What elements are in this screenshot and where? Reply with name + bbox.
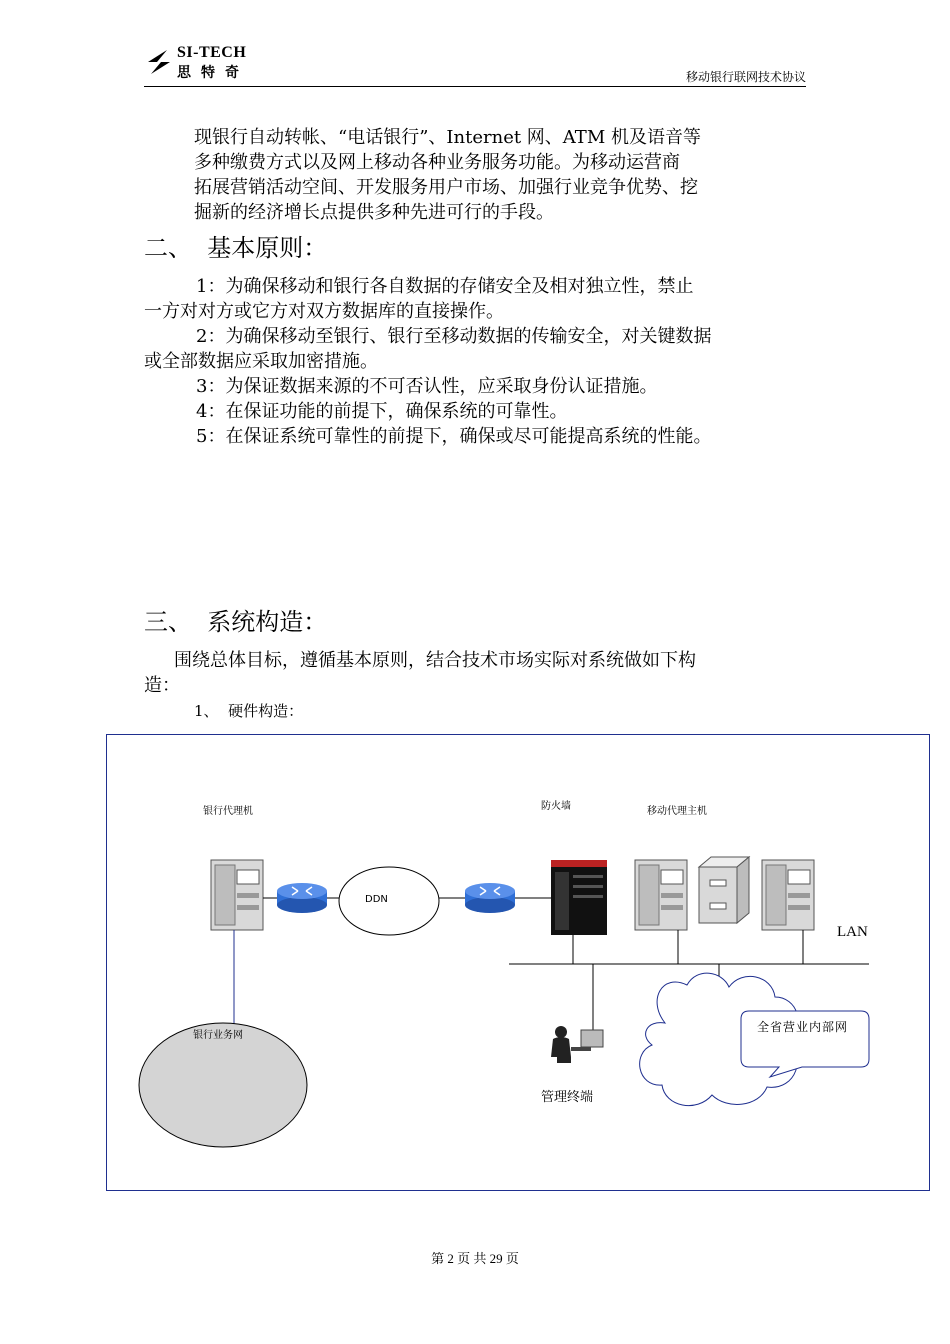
file-cabinet-icon [699,857,749,923]
principle-line: 4：在保证功能的前提下，确保系统的可靠性。 [196,401,568,422]
structure-intro-line: 造： [144,675,180,696]
structure-intro [144,648,806,698]
intro-line: 掘新的经济增长点提供多种先进可行的手段。 [194,202,554,223]
intro-line: 多种缴费方式以及网上移动各种业务服务功能。为移动运营商 [194,152,680,173]
intro-line: 拓展营销活动空间、开发服务用户市场、加强行业竞争优势、挖 [194,177,698,198]
principles-list [144,274,806,449]
intro-paragraph [194,125,806,225]
principle-line: 一方对对方或它方对双方数据库的直接操作。 [144,301,504,322]
firewall-label: 防火墙 [541,801,571,812]
header-divider [144,86,806,87]
section-heading-principles: 二、 基本原则： [144,234,328,262]
structure-intro-line: 围绕总体目标，遵循基本原则，结合技术市场实际对系统做如下构 [174,650,696,671]
ddn-cloud [339,867,439,935]
router-icon [277,883,327,913]
subsection-hardware: 1、 硬件构造： [194,702,304,720]
principle-line: 2：为确保移动至银行、银行至移动数据的传输安全，对关键数据 [196,326,712,347]
mobile-agent-host-label: 移动代理主机 [647,806,707,817]
bank-agent-label: 银行代理机 [203,806,253,817]
management-terminal-label: 管理终端 [541,1090,594,1105]
logo-en-text: SI-TECH [177,44,247,61]
bank-network-label: 银行业务网 [193,1030,243,1041]
mobile-agent-server-icon [762,860,814,930]
lan-label: LAN [837,924,868,940]
principle-line: 3：为保证数据来源的不可否认性，应采取身份认证措施。 [196,376,658,397]
ddn-label: DDN [365,894,388,905]
hardware-diagram [106,734,930,1191]
si-tech-logo-icon [145,46,173,78]
document-title: 移动银行联网技术协议 [685,70,806,84]
bank-network-ellipse [139,1023,307,1147]
management-terminal-icon [551,1026,603,1063]
mobile-agent-server-icon [635,860,687,930]
page-number: 第 2 页 共 29 页 [431,1251,519,1266]
firewall-icon [551,860,607,935]
principle-line: 或全部数据应采取加密措施。 [144,351,378,372]
bank-agent-server-icon [211,860,263,930]
section-heading-structure: 三、 系统构造： [144,608,328,636]
router-icon [465,883,515,913]
province-network-label: 全省营业内部网 [757,1020,849,1034]
intro-line: 现银行自动转帐、“电话银行”、Internet 网、ATM 机及语音等 [194,127,701,148]
logo-cn-text: 思特奇 [177,65,249,81]
principle-line: 5：在保证系统可靠性的前提下，确保或尽可能提高系统的性能。 [196,426,712,447]
principle-line: 1：为确保移动和银行各自数据的存储安全及相对独立性，禁止 [196,276,694,297]
